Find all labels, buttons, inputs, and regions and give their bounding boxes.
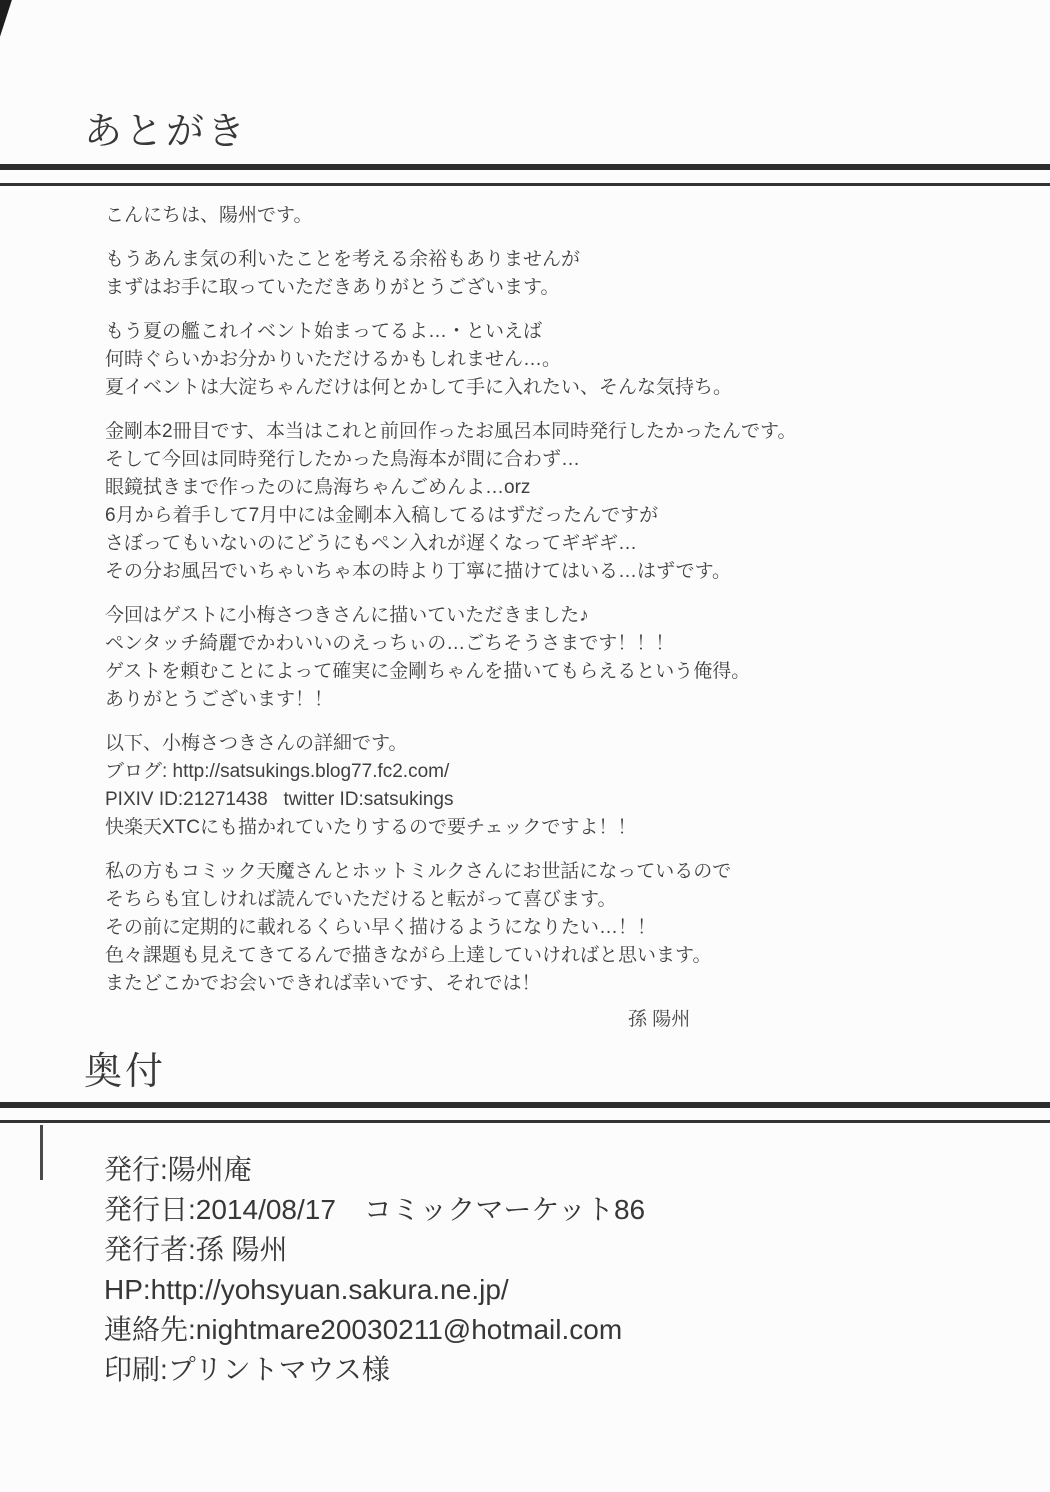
afterword-text-line: ありがとうございます！！	[105, 689, 334, 710]
afterword-paragraph	[105, 602, 935, 714]
colophon-publisher-line: 発行:陽州庵	[104, 1154, 252, 1185]
colophon-publish-date-line: 発行日:2014/08/17 コミックマーケット86	[104, 1194, 646, 1225]
afterword-text-line: そちらも宜しければ読んでいただけると転がって喜びます。	[105, 889, 617, 910]
scan-artifact-corner	[0, 0, 13, 52]
afterword-paragraph	[105, 730, 935, 842]
afterword-text-line: またどこかでお会いできれば幸いです、それでは！	[105, 973, 541, 994]
afterword-rule-thin	[0, 183, 1050, 186]
afterword-title: あとがき	[84, 111, 249, 153]
afterword-paragraph	[105, 318, 935, 402]
afterword-paragraph	[105, 202, 935, 230]
colophon-body	[104, 1150, 984, 1390]
colophon-rule-thick	[0, 1102, 1050, 1108]
afterword-text-line: さぼってもいないのにどうにもペン入れが遅くなってギギギ…	[105, 533, 638, 554]
afterword-text-line: もうあんま気の利いたことを考える余裕もありませんが	[105, 249, 581, 270]
afterword-guest-blog-url: ブログ: http://satsukings.blog77.fc2.com/	[105, 761, 450, 782]
afterword-paragraph	[105, 246, 935, 302]
afterword-text-line: 夏イベントは大淀ちゃんだけは何とかして手に入れたい、そんな気持ち。	[105, 377, 733, 398]
colophon-rule-thin	[0, 1120, 1050, 1123]
afterword-body	[105, 202, 935, 1014]
afterword-text-line: ゲストを頼むことによって確実に金剛ちゃんを描いてもらえるという俺得。	[105, 661, 751, 682]
afterword-text-line: 金剛本2冊目です、本当はこれと前回作ったお風呂本同時発行したかったんです。	[105, 421, 797, 442]
afterword-guest-ids: PIXIV ID:21271438 twitter ID:satsukings	[105, 789, 454, 810]
afterword-text-line: 何時ぐらいかお分かりいただけるかもしれません…。	[105, 349, 562, 370]
colophon-contact-email-line: 連絡先:nightmare20030211@hotmail.com	[104, 1314, 623, 1345]
afterword-text-line: 眼鏡拭きまで作ったのに鳥海ちゃんごめんよ…orz	[105, 477, 531, 498]
afterword-text-line: 6月から着手して7月中には金剛本入稿してるはずだったんですが	[105, 505, 659, 526]
afterword-signature: 孫 陽州	[628, 1009, 691, 1030]
colophon-author-line: 発行者:孫 陽州	[104, 1234, 288, 1265]
afterword-text-line: まずはお手に取っていただきありがとうございます。	[105, 277, 560, 298]
afterword-text-line: 以下、小梅さつきさんの詳細です。	[105, 733, 408, 754]
afterword-text-line: こんにちは、陽州です。	[105, 205, 313, 226]
colophon-homepage-line: HP:http://yohsyuan.sakura.ne.jp/	[104, 1274, 509, 1305]
afterword-text-line: 快楽天XTCにも描かれていたりするので要チェックですよ！！	[105, 817, 637, 838]
afterword-text-line: 今回はゲストに小梅さつきさんに描いていただきました♪	[105, 605, 589, 626]
afterword-text-line: その前に定期的に載れるくらい早く描けるようになりたい…！！	[105, 917, 657, 938]
colophon-printer-line: 印刷:プリントマウス様	[104, 1354, 390, 1385]
afterword-text-line: そして今回は同時発行したかった鳥海本が間に合わず…	[105, 449, 581, 470]
afterword-text-line: その分お風呂でいちゃいちゃ本の時より丁寧に描けてはいる…はずです。	[105, 561, 732, 582]
afterword-text-line: 色々課題も見えてきてるんで描きながら上達していければと思います。	[105, 945, 712, 966]
afterword-paragraph	[105, 858, 935, 998]
colophon-title: 奥付	[84, 1051, 167, 1093]
afterword-text-line: 私の方もコミック天魔さんとホットミルクさんにお世話になっているので	[105, 861, 732, 882]
afterword-text-line: ペンタッチ綺麗でかわいいのえっちぃの…ごちそうさまです！！！	[105, 633, 675, 654]
scan-artifact-edge	[40, 1125, 43, 1180]
afterword-paragraph	[105, 418, 935, 586]
afterword-text-line: もう夏の艦これイベント始まってるよ…・といえば	[105, 321, 543, 342]
afterword-rule-thick	[0, 164, 1050, 170]
